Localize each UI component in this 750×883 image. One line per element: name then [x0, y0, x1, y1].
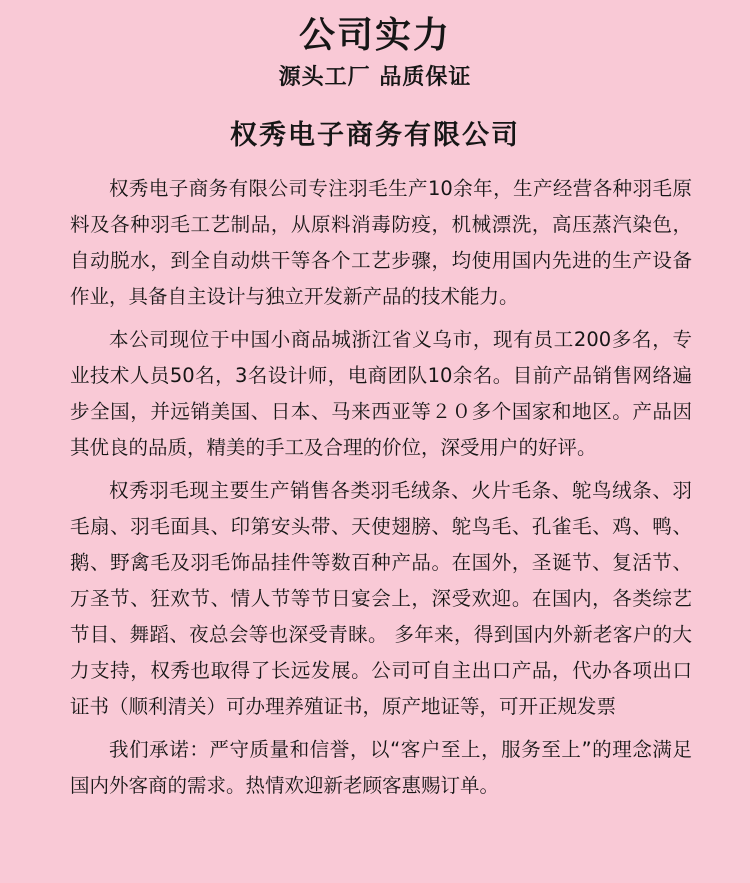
- page-title: 公司实力: [298, 15, 451, 56]
- paragraph-promise: 我们承诺：严守质量和信誉，以“客户至上，服务至上”的理念满足国内外客商的需求。热情欢迎新老顾客惠赐订单。: [70, 738, 692, 797]
- paragraph-products: 权秀羽毛现主要生产销售各类羽毛绒条、火片毛条、鸵鸟绒条、羽毛扇、羽毛面具、印第安头带、天使翅膀、鸵鸟毛、孔雀毛、鸡、鸭、鹅、野禽毛及羽毛饰品挂件等数百种产品。在国外，圣诞节、复活节、万圣节、狂欢节、情人节等节日宴会上，深受欢迎。在国内，各类综艺节目、舞蹈、夜总会等也深受青睐。 多年来，得到国内外新老客户的大力支持，权秀也取得了长远发展。公司可自主出口产品，代办各项出口证书（顺利清关）可办理养殖证书，原产地证等，可开正规发票: [70, 479, 692, 718]
- company-name: 权秀电子商务有限公司: [230, 120, 520, 151]
- paragraph-intro: 权秀电子商务有限公司专注羽毛生产10余年，生产经营各种羽毛原料及各种羽毛工艺制品，从原料消毒防疫，机械漂洗，高压蒸汽染色，自动脱水，到全自动烘干等各个工艺步骤，均使用国内先进的生产设备作业，具备自主设计与独立开发新产品的技术能力。: [70, 177, 692, 308]
- company-description: [70, 171, 692, 811]
- paragraph-location: 本公司现位于中国小商品城浙江省义乌市，现有员工200多名，专业技术人员50名，3名设计师，电商团队10余名。目前产品销售网络遍步全国，并远销美国、日本、马来西亚等２０多个国家和地区。产品因其优良的品质，精美的手工及合理的价位，深受用户的好评。: [70, 328, 692, 459]
- page-subtitle: 源头工厂 品质保证: [278, 65, 472, 90]
